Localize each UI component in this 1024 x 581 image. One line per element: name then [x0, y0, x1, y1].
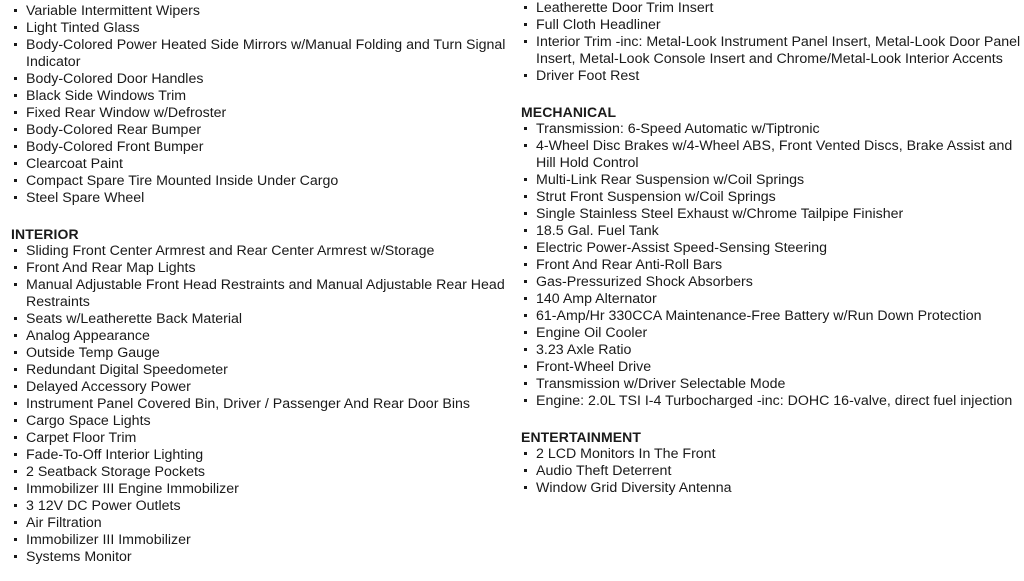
bullet-icon	[14, 196, 17, 199]
list-item	[521, 138, 1021, 172]
list-item-text: Steel Spare Wheel	[26, 190, 145, 206]
list-item	[11, 71, 511, 88]
list-item-text: 18.5 Gal. Fuel Tank	[536, 223, 659, 239]
list-item-text: Manual Adjustable Front Head Restraints and Manual Adjustable Rear Head Restraints	[26, 277, 505, 310]
list-item	[521, 480, 1021, 497]
list-item-text: Transmission w/Driver Selectable Mode	[536, 376, 786, 392]
list-item-text: Front And Rear Map Lights	[26, 260, 196, 276]
list-item	[11, 396, 511, 413]
bullet-icon	[14, 283, 17, 286]
list-item	[11, 498, 511, 515]
bullet-icon	[14, 470, 17, 473]
list-item-text: Body-Colored Front Bumper	[26, 139, 204, 155]
bullet-icon	[524, 144, 527, 147]
bullet-icon	[524, 74, 527, 77]
list-item	[521, 223, 1021, 240]
bullet-icon	[14, 436, 17, 439]
list-item	[11, 122, 511, 139]
list-item	[521, 359, 1021, 376]
list-item-text: Gas-Pressurized Shock Absorbers	[536, 274, 753, 290]
bullet-icon	[524, 382, 527, 385]
list-item-text: Single Stainless Steel Exhaust w/Chrome Tailpipe Finisher	[536, 206, 904, 222]
entertainment-section-title: ENTERTAINMENT	[521, 429, 642, 445]
bullet-icon	[14, 368, 17, 371]
list-item-text: Electric Power-Assist Speed-Sensing Steering	[536, 240, 827, 256]
list-item	[11, 549, 511, 566]
list-item-text: Immobilizer III Engine Immobilizer	[26, 481, 239, 497]
list-item-text: Engine: 2.0L TSI I-4 Turbocharged -inc: DOHC 16-valve, direct fuel injection	[536, 393, 1013, 409]
bullet-icon	[14, 77, 17, 80]
list-item	[11, 3, 511, 20]
list-item-text: Systems Monitor	[26, 549, 132, 565]
list-item-text: Analog Appearance	[26, 328, 150, 344]
bullet-icon	[524, 297, 527, 300]
list-item	[521, 172, 1021, 189]
list-item	[521, 325, 1021, 342]
interior-features-list	[11, 243, 511, 566]
list-item-text: Immobilizer III Immobilizer	[26, 532, 191, 548]
list-item	[11, 430, 511, 447]
list-item	[521, 240, 1021, 257]
list-item	[11, 515, 511, 532]
list-item	[521, 308, 1021, 325]
list-item-text: Full Cloth Headliner	[536, 17, 661, 33]
bullet-icon	[14, 249, 17, 252]
list-item	[11, 328, 511, 345]
list-item	[11, 345, 511, 362]
bullet-icon	[14, 385, 17, 388]
list-item	[521, 274, 1021, 291]
bullet-icon	[14, 453, 17, 456]
exterior-features-list	[11, 3, 511, 207]
list-item-text: Body-Colored Door Handles	[26, 71, 204, 87]
bullet-icon	[524, 6, 527, 9]
mechanical-section-title: MECHANICAL	[521, 104, 617, 120]
list-item	[11, 156, 511, 173]
list-item-text: Strut Front Suspension w/Coil Springs	[536, 189, 776, 205]
bullet-icon	[524, 348, 527, 351]
bullet-icon	[524, 40, 527, 43]
bullet-icon	[14, 504, 17, 507]
bullet-icon	[14, 555, 17, 558]
list-item	[521, 376, 1021, 393]
bullet-icon	[524, 263, 527, 266]
bullet-icon	[524, 452, 527, 455]
list-item-text: Engine Oil Cooler	[536, 325, 648, 341]
list-item-text: Variable Intermittent Wipers	[26, 3, 200, 19]
list-item	[521, 342, 1021, 359]
bullet-icon	[14, 351, 17, 354]
bullet-icon	[524, 365, 527, 368]
list-item-text: Window Grid Diversity Antenna	[536, 480, 732, 496]
list-item-text: 2 LCD Monitors In The Front	[536, 446, 716, 462]
bullet-icon	[14, 487, 17, 490]
list-item-text: Cargo Space Lights	[26, 413, 151, 429]
bullet-icon	[14, 317, 17, 320]
list-item-text: Body-Colored Power Heated Side Mirrors w/Manual Folding and Turn Signal Indicator	[26, 37, 506, 70]
bullet-icon	[14, 145, 17, 148]
bullet-icon	[14, 334, 17, 337]
list-item	[521, 17, 1021, 34]
list-item	[11, 277, 511, 311]
bullet-icon	[524, 280, 527, 283]
bullet-icon	[14, 419, 17, 422]
bullet-icon	[524, 229, 527, 232]
bullet-icon	[14, 43, 17, 46]
right-column	[521, 0, 1021, 497]
entertainment-features-list	[521, 446, 1021, 497]
bullet-icon	[524, 195, 527, 198]
bullet-icon	[14, 94, 17, 97]
bullet-icon	[14, 179, 17, 182]
list-item-text: Body-Colored Rear Bumper	[26, 122, 202, 138]
list-item	[521, 446, 1021, 463]
list-item-text: Leatherette Door Trim Insert	[536, 0, 714, 16]
list-item-text: Interior Trim -inc: Metal-Look Instrument Panel Insert, Metal-Look Door Panel Insert, Metal-Look Console Insert and Chrome/Metal-Look Interior Accents	[536, 34, 1021, 67]
list-item	[11, 173, 511, 190]
list-item	[11, 362, 511, 379]
list-item-text: 4-Wheel Disc Brakes w/4-Wheel ABS, Front Vented Discs, Brake Assist and Hill Hold Control	[536, 138, 1013, 171]
list-item-text: Fixed Rear Window w/Defroster	[26, 105, 227, 121]
list-item	[521, 121, 1021, 138]
list-item-text: 2 Seatback Storage Pockets	[26, 464, 206, 480]
bullet-icon	[524, 314, 527, 317]
list-item	[11, 413, 511, 430]
list-item	[521, 291, 1021, 308]
list-item	[11, 88, 511, 105]
list-item-text: Light Tinted Glass	[26, 20, 140, 36]
list-item	[11, 464, 511, 481]
list-item	[11, 190, 511, 207]
list-item	[521, 463, 1021, 480]
bullet-icon	[524, 212, 527, 215]
list-item-text: Clearcoat Paint	[26, 156, 123, 172]
bullet-icon	[14, 266, 17, 269]
bullet-icon	[524, 399, 527, 402]
list-item-text: Compact Spare Tire Mounted Inside Under Cargo	[26, 173, 339, 189]
bullet-icon	[14, 538, 17, 541]
list-item-text: Multi-Link Rear Suspension w/Coil Springs	[536, 172, 805, 188]
list-item	[11, 37, 511, 71]
mechanical-features-list	[521, 121, 1021, 410]
bullet-icon	[524, 331, 527, 334]
bullet-icon	[524, 127, 527, 130]
interior-section-title: INTERIOR	[11, 226, 79, 242]
list-item	[11, 447, 511, 464]
bullet-icon	[524, 178, 527, 181]
list-item-text: Redundant Digital Speedometer	[26, 362, 228, 378]
list-item-text: Instrument Panel Covered Bin, Driver / Passenger And Rear Door Bins	[26, 396, 470, 412]
list-item	[11, 379, 511, 396]
list-item	[521, 257, 1021, 274]
list-item	[11, 139, 511, 156]
list-item	[521, 34, 1021, 68]
list-item-text: Driver Foot Rest	[536, 68, 640, 84]
list-item-text: Outside Temp Gauge	[26, 345, 160, 361]
list-item-text: Black Side Windows Trim	[26, 88, 187, 104]
list-item	[11, 532, 511, 549]
bullet-icon	[524, 469, 527, 472]
list-item-text: 3.23 Axle Ratio	[536, 342, 632, 358]
bullet-icon	[524, 23, 527, 26]
list-item	[521, 393, 1021, 410]
interior-continued-list	[521, 0, 1021, 85]
list-item-text: Delayed Accessory Power	[26, 379, 191, 395]
list-item	[521, 206, 1021, 223]
list-item	[11, 481, 511, 498]
list-item	[521, 0, 1021, 17]
bullet-icon	[14, 402, 17, 405]
bullet-icon	[14, 26, 17, 29]
list-item-text: Air Filtration	[26, 515, 102, 531]
left-column	[11, 3, 511, 566]
list-item	[521, 189, 1021, 206]
bullet-icon	[14, 162, 17, 165]
list-item-text: Seats w/Leatherette Back Material	[26, 311, 243, 327]
list-item	[521, 68, 1021, 85]
bullet-icon	[524, 246, 527, 249]
list-item	[11, 260, 511, 277]
list-item	[11, 243, 511, 260]
list-item-text: Audio Theft Deterrent	[536, 463, 672, 479]
bullet-icon	[14, 111, 17, 114]
bullet-icon	[14, 521, 17, 524]
list-item-text: Sliding Front Center Armrest and Rear Center Armrest w/Storage	[26, 243, 435, 259]
list-item-text: 140 Amp Alternator	[536, 291, 657, 307]
list-item-text: Transmission: 6-Speed Automatic w/Tiptronic	[536, 121, 820, 137]
list-item-text: 61-Amp/Hr 330CCA Maintenance-Free Battery w/Run Down Protection	[536, 308, 982, 324]
list-item-text: 3 12V DC Power Outlets	[26, 498, 181, 514]
list-item	[11, 311, 511, 328]
list-item-text: Fade-To-Off Interior Lighting	[26, 447, 204, 463]
list-item	[11, 20, 511, 37]
list-item-text: Front And Rear Anti-Roll Bars	[536, 257, 723, 273]
list-item-text: Carpet Floor Trim	[26, 430, 137, 446]
list-item-text: Front-Wheel Drive	[536, 359, 652, 375]
bullet-icon	[524, 486, 527, 489]
list-item	[11, 105, 511, 122]
bullet-icon	[14, 128, 17, 131]
bullet-icon	[14, 9, 17, 12]
